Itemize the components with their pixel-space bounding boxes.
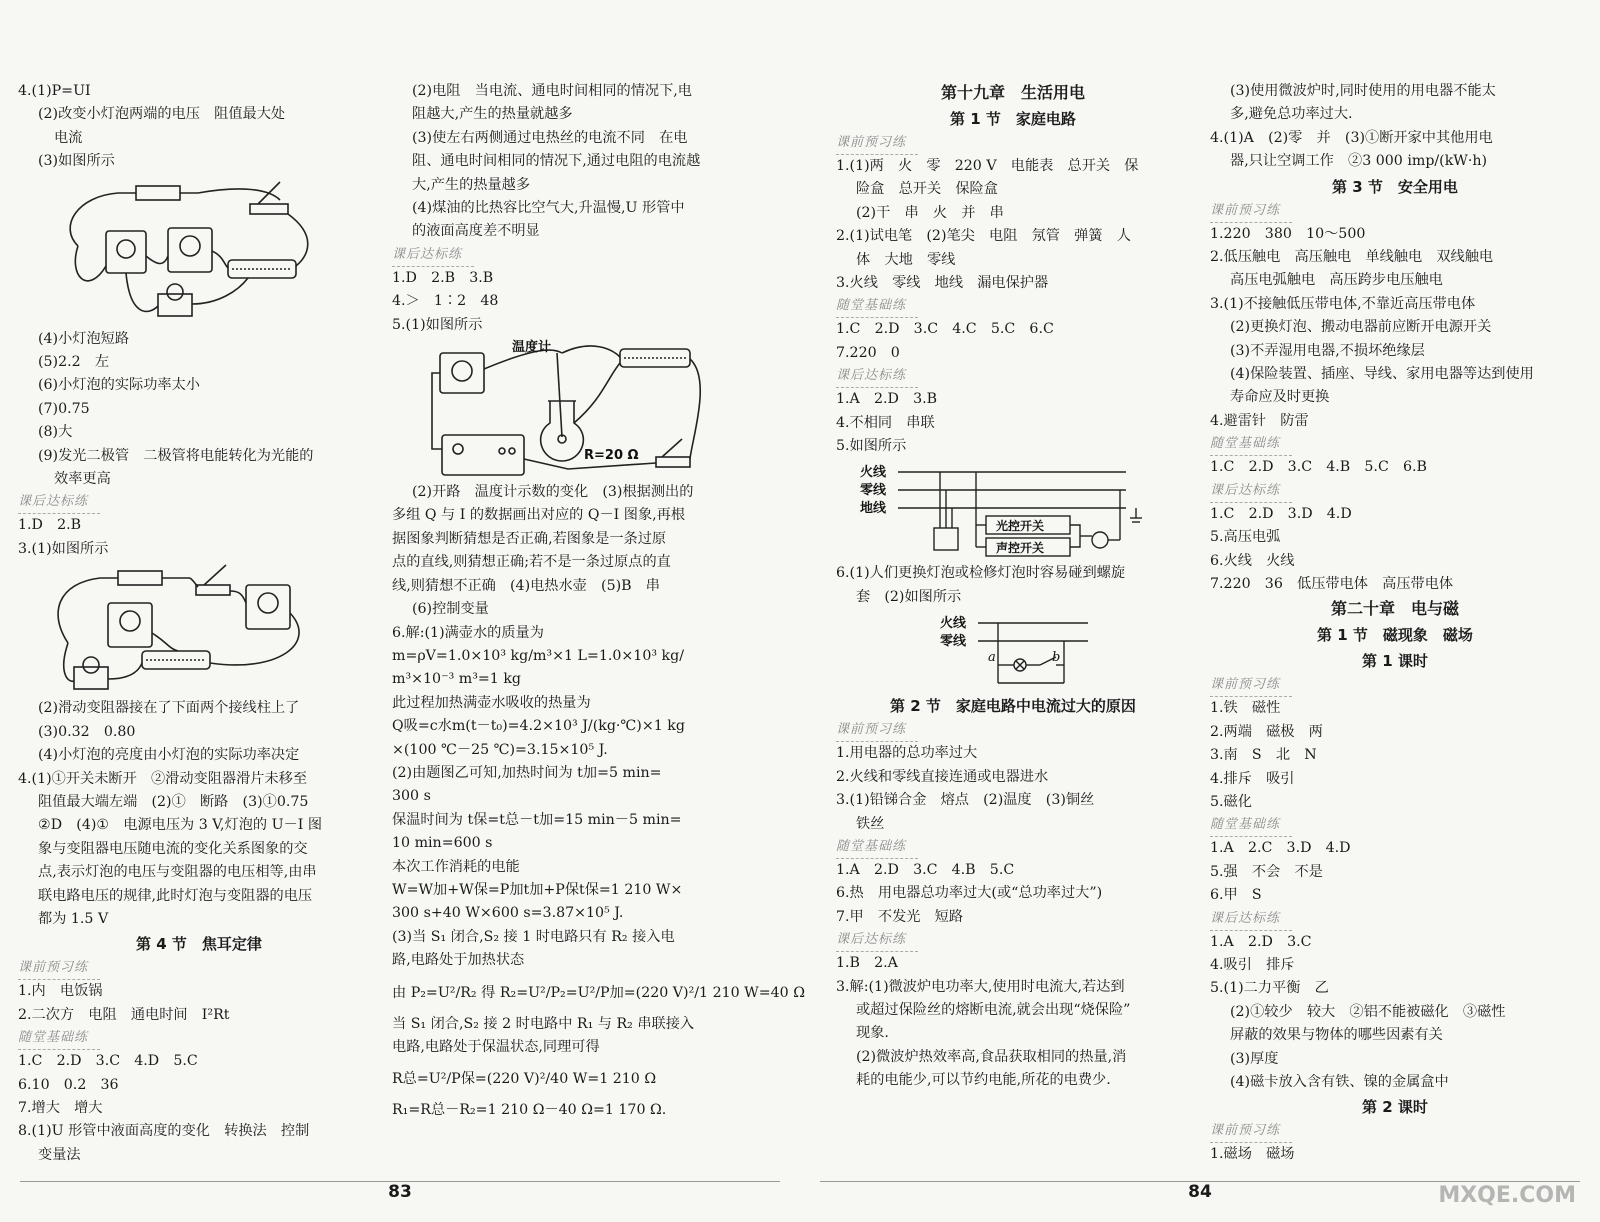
text-line: 3.(1)如图所示 xyxy=(18,540,109,557)
text-line: 4.不相同 串联 xyxy=(836,414,935,431)
text-line: 1.D 2.B xyxy=(18,517,82,534)
text-line: 都为 1.5 V xyxy=(38,910,109,927)
text-line: m=ρV=1.0×10³ kg/m³×1 L=1.0×10³ kg/ xyxy=(392,647,685,664)
text-line: 2.火线和零线直接连通或电器进水 xyxy=(836,768,1049,785)
page-number: 84 xyxy=(1188,1182,1212,1202)
ground-wire-label: 地线 xyxy=(860,501,887,517)
text-line: 保温时间为 t保=t总－t加=15 min－5 min= xyxy=(392,811,682,828)
text-line: 点的直线,则猜想正确;若不是一条过原点的直 xyxy=(392,554,671,571)
text-line: 1.A 2.D 3.C xyxy=(1210,933,1312,950)
text-line: (2)干 串 火 并 串 xyxy=(856,204,1004,221)
text-line: 5.高压电弧 xyxy=(1210,529,1281,546)
section-title: 第 1 节 家庭电路 xyxy=(950,110,1076,128)
section-label: 课前预习练 xyxy=(836,719,918,742)
section-title: 第 4 节 焦耳定律 xyxy=(136,935,262,954)
text-line: (3)使左右两侧通过电热丝的电流不同 在电 xyxy=(412,129,688,146)
section-title: 第 3 节 安全用电 xyxy=(1332,177,1458,196)
text-line: 1.A 2.D 3.B xyxy=(836,391,938,408)
text-line: 2.低压触电 高压触电 单线触电 双线触电 xyxy=(1210,249,1494,266)
text-line: 10 min=600 s xyxy=(392,835,493,852)
chapter-title: 第二十章 电与磁 xyxy=(1330,599,1459,619)
text-line: 4.＞ 1∶2 48 xyxy=(392,293,499,310)
text-line: 屏蔽的效果与物体的哪些因素有关 xyxy=(1230,1027,1443,1044)
text-line: 5.(1)二力平衡 乙 xyxy=(1210,980,1329,997)
text-line: (4)煤油的比热容比空气大,升温慢,U 形管中 xyxy=(412,200,685,217)
text-line: 2.两端 磁极 两 xyxy=(1210,723,1323,740)
text-line: 1.C 2.D 3.C 4.C 5.C 6.C xyxy=(836,321,1054,338)
text-line: 1.C 2.D 3.D 4.D xyxy=(1210,505,1352,522)
text-line: 1.铁 磁性 xyxy=(1210,700,1281,717)
text-line: 5.强 不会 不是 xyxy=(1210,863,1323,880)
text-line: 6.解:(1)满壶水的质量为 xyxy=(392,624,544,641)
section-label: 课后达标练 xyxy=(1210,908,1292,931)
point-a-label: a xyxy=(988,650,996,666)
text-line: 或超过保险丝的熔断电流,就会出现“烧保险” xyxy=(856,1001,1131,1018)
text-line: 4.(1)①开关未断开 ②滑动变阻器滑片未移至 xyxy=(18,770,308,787)
text-line: 寿命应及时更换 xyxy=(1230,389,1330,406)
left-column-1 xyxy=(18,80,380,1167)
text-line: 7.220 36 低压带电体 高压带电体 xyxy=(1210,575,1454,592)
text-line: R₁=R总－R₂=1 210 Ω－40 Ω=1 170 Ω. xyxy=(392,1102,667,1119)
text-line: 1.C 2.D 3.C 4.B 5.C 6.B xyxy=(1210,459,1427,476)
section-title: 第 2 节 家庭电路中电流过大的原因 xyxy=(890,697,1136,716)
text-line: (3)使用微波炉时,同时使用的用电器不能太 xyxy=(1230,83,1496,99)
section-label: 随堂基础练 xyxy=(1210,433,1292,456)
thermometer-label: 温度计 xyxy=(512,340,552,356)
text-line: 象与变阻器电压随电流的变化关系图象的交 xyxy=(38,840,308,857)
text-line: 300 s xyxy=(392,788,431,805)
text-line: 套 (2)如图所示 xyxy=(856,588,962,605)
text-line: 1.B 2.A xyxy=(836,955,898,972)
text-line: Q吸=c水m(t－t₀)=4.2×10³ J/(kg·℃)×1 kg xyxy=(392,718,685,735)
section-title: 第 1 节 磁现象 磁场 xyxy=(1317,626,1473,645)
section-label: 随堂基础练 xyxy=(836,836,918,859)
text-line: 1.磁场 磁场 xyxy=(1210,1146,1295,1163)
text-line: 1.220 380 10～500 xyxy=(1210,225,1366,242)
section-label: 课前预习练 xyxy=(1210,200,1292,223)
home-circuit-figure xyxy=(836,460,1156,560)
text-line: 3.南 S 北 N xyxy=(1210,747,1317,764)
text-line: 6.火线 火线 xyxy=(1210,552,1295,569)
text-line: (2)由题图乙可知,加热时间为 t加=5 min= xyxy=(392,764,662,781)
text-line: (4)磁卡放入含有铁、镍的金属盒中 xyxy=(1230,1074,1449,1090)
section-label: 课前预习练 xyxy=(1210,674,1292,697)
text-line: 阻、通电时间相同的情况下,通过电阻的电流越 xyxy=(412,153,701,170)
live-wire-label: 火线 xyxy=(860,465,887,481)
text-line: 效率更高 xyxy=(54,471,111,488)
chapter-title: 第十九章 生活用电 xyxy=(940,83,1085,102)
text-line: 变量法 xyxy=(38,1146,81,1163)
text-line: 体 大地 零线 xyxy=(856,251,956,268)
text-line: (2)滑动变阻器接在了下面两个接线柱上了 xyxy=(38,700,300,717)
page-number: 83 xyxy=(388,1182,412,1202)
section-label: 课后达标练 xyxy=(1210,480,1292,503)
text-line: 阻值最大端左端 (2)① 断路 (3)①0.75 xyxy=(38,793,309,810)
text-line: (3)如图所示 xyxy=(38,153,115,170)
sound-switch-label: 声控开关 xyxy=(996,541,1045,556)
text-line: 3.(1)不接触低压带电体,不靠近高压带电体 xyxy=(1210,295,1476,312)
section-label: 课后达标练 xyxy=(836,929,918,952)
text-line: 4.避雷针 防雷 xyxy=(1210,412,1309,429)
text-line: 2.二次方 电阻 通电时间 I²Rt xyxy=(18,1006,230,1023)
lamp-circuit-figure xyxy=(836,611,1156,691)
text-line: (3)0.32 0.80 xyxy=(38,723,136,740)
text-line: 高压电弧触电 高压跨步电压触电 xyxy=(1230,272,1443,289)
text-line: (4)小灯泡短路 xyxy=(38,330,130,347)
text-line: 1.C 2.D 3.C 4.D 5.C xyxy=(18,1053,198,1070)
live-wire-label: 火线 xyxy=(940,616,967,632)
section-label: 随堂基础练 xyxy=(1210,814,1292,837)
resistor-label: R=20 Ω xyxy=(584,448,639,464)
text-line: 6.热 用电器总功率过大(或“总功率过大”) xyxy=(836,885,1103,902)
text-line: ②D (4)① 电源电压为 3 V,灯泡的 U－I 图 xyxy=(38,817,323,834)
section-label: 课前预习练 xyxy=(1210,1120,1292,1143)
text-line: (9)发光二极管 二极管将电能转化为光能的 xyxy=(38,447,314,464)
section-label: 课后达标练 xyxy=(18,491,100,514)
text-line: 点,表示灯泡的电压与变阻器的电压相等,由串 xyxy=(38,864,317,881)
text-line: 6.甲 S xyxy=(1210,887,1262,904)
section-label: 课前预习练 xyxy=(18,957,100,980)
text-line: (3)厚度 xyxy=(1230,1050,1279,1067)
text-line: m³×10⁻³ m³=1 kg xyxy=(392,671,522,688)
text-line: 1.D 2.B 3.B xyxy=(392,269,494,286)
text-line: 1.A 2.D 3.C 4.B 5.C xyxy=(836,861,1015,878)
text-line: 2.(1)试电笔 (2)笔尖 电阻 氖管 弹簧 人 xyxy=(836,228,1131,245)
text-line: (3)不弄湿用电器,不损坏绝缘层 xyxy=(1230,342,1425,359)
text-line: 5.(1)如图所示 xyxy=(392,316,483,333)
text-line: (2)微波炉热效率高,食品获取相同的热量,消 xyxy=(856,1048,1127,1065)
text-line: (2)①较少 较大 ②铝不能被磁化 ③磁性 xyxy=(1230,1003,1506,1020)
text-line: 7.增大 增大 xyxy=(18,1099,103,1116)
page-84 xyxy=(800,0,1600,1222)
text-line: 现象. xyxy=(856,1025,889,1042)
text-line: 联电路电压的规律,此时灯泡与变阻器的电压 xyxy=(38,887,313,904)
text-line: (4)小灯泡的亮度由小灯泡的实际功率决定 xyxy=(38,747,300,764)
lesson-title: 第 1 课时 xyxy=(1362,652,1428,671)
text-line: 据图象判断猜想是否正确,若图象是一条过原 xyxy=(392,530,667,547)
text-line: 4.排斥 吸引 xyxy=(1210,770,1295,787)
text-line: 多组 Q 与 I 的数据画出对应的 Q－I 图象,再根 xyxy=(392,507,686,524)
text-line: 险盒 总开关 保险盒 xyxy=(856,181,998,198)
text-line: 器,只让空调工作 ②3 000 imp/(kW·h) xyxy=(1230,153,1488,170)
text-line: 1.(1)两 火 零 220 V 电能表 总开关 保 xyxy=(836,158,1139,174)
text-line: 8.(1)U 形管中液面高度的变化 转换法 控制 xyxy=(18,1123,310,1140)
text-line: (6)控制变量 xyxy=(412,601,489,618)
text-line: 多,避免总功率过大. xyxy=(1230,106,1353,123)
text-line: 6.10 0.2 36 xyxy=(18,1076,119,1093)
section-label: 随堂基础练 xyxy=(18,1027,100,1050)
section-label: 课前预习练 xyxy=(836,132,918,155)
text-line: 4.(1)P=UI xyxy=(18,83,91,99)
text-line: 7.220 0 xyxy=(836,344,900,361)
text-line: 1.用电器的总功率过大 xyxy=(836,745,978,762)
text-line: (2)电阻 当电流、通电时间相同的情况下,电 xyxy=(412,83,692,99)
text-line: 5.如图所示 xyxy=(836,438,907,455)
text-line: 大,产生的热量越多 xyxy=(412,176,531,193)
section-label: 随堂基础练 xyxy=(836,295,918,318)
left-column-2 xyxy=(392,80,805,1123)
text-line: 6.(1)人们更换灯泡或检修灯泡时容易碰到螺旋 xyxy=(836,565,1126,582)
formula-line: 由 P₂=U²/R₂ 得 R₂=U²/P₂=U²/P加=(220 V)²/1 210 W=40 Ω xyxy=(392,984,805,1001)
text-line: 5.磁化 xyxy=(1210,793,1252,810)
circuit-figure-2 xyxy=(18,563,358,695)
text-line: 300 s+40 W×600 s=3.87×10⁵ J. xyxy=(392,905,624,922)
text-line: 电路,电路处于保温状态,同理可得 xyxy=(392,1039,600,1055)
text-line: 阻越大,产生的热量就越多 xyxy=(412,106,573,123)
section-label: 课后达标练 xyxy=(836,365,918,388)
text-line: 3.(1)铅锑合金 熔点 (2)温度 (3)铜丝 xyxy=(836,792,1095,809)
text-line: 的液面高度差不明显 xyxy=(412,223,540,240)
text-line: 4.吸引 排斥 xyxy=(1210,956,1295,973)
text-line: 本次工作消耗的电能 xyxy=(392,858,520,875)
joule-experiment-figure xyxy=(392,339,732,479)
right-column-1 xyxy=(836,80,1190,1093)
text-line: (6)小灯泡的实际功率太小 xyxy=(38,377,200,394)
text-line: 3.解:(1)微波炉电功率大,使用时电流大,若达到 xyxy=(836,978,1125,995)
neutral-wire-label: 零线 xyxy=(940,634,967,650)
text-line: (2)开路 温度计示数的变化 (3)根据测出的 xyxy=(412,484,694,501)
text-line: 电流 xyxy=(54,129,83,146)
lesson-title: 第 2 课时 xyxy=(1362,1098,1428,1117)
text-line: (4)保险装置、插座、导线、家用电器等达到使用 xyxy=(1230,366,1534,383)
text-line: 4.(1)A (2)零 并 (3)①断开家中其他用电 xyxy=(1210,129,1493,146)
text-line: 1.内 电饭锅 xyxy=(18,983,103,1000)
text-line: ×(100 ℃－25 ℃)=3.15×10⁵ J. xyxy=(392,741,608,758)
text-line: (7)0.75 xyxy=(38,400,90,417)
text-line: (8)大 xyxy=(38,424,73,441)
text-line: (3)当 S₁ 闭合,S₂ 接 1 时电路只有 R₂ 接入电 xyxy=(392,928,675,945)
light-switch-label: 光控开关 xyxy=(996,519,1045,534)
point-b-label: b xyxy=(1052,650,1061,666)
text-line: (2)改变小灯泡两端的电压 阻值最大处 xyxy=(38,106,286,123)
watermark-text: MXQE.COM xyxy=(1438,1183,1576,1208)
neutral-wire-label: 零线 xyxy=(860,483,887,499)
text-line: W=W加+W保=P加t加+P保t保=1 210 W× xyxy=(392,881,683,898)
text-line: 线,则猜想不正确 (4)电热水壶 (5)B 串 xyxy=(392,577,660,594)
text-line: 3.火线 零线 地线 漏电保护器 xyxy=(836,275,1049,292)
text-line: (2)更换灯泡、搬动电器前应断开电源开关 xyxy=(1230,319,1492,336)
text-line: 路,电路处于加热状态 xyxy=(392,952,525,969)
section-label: 课后达标练 xyxy=(392,244,474,267)
text-line: 当 S₁ 闭合,S₂ 接 2 时电路中 R₁ 与 R₂ 串联接入 xyxy=(392,1015,695,1032)
text-line: 1.A 2.C 3.D 4.D xyxy=(1210,840,1351,857)
circuit-figure-1 xyxy=(18,176,348,326)
text-line: 此过程加热满壶水吸收的热量为 xyxy=(392,694,591,711)
formula-line: R总=U²/P保=(220 V)²/40 W=1 210 Ω xyxy=(392,1071,657,1088)
text-line: 7.甲 不发光 短路 xyxy=(836,908,964,925)
text-line: (5)2.2 左 xyxy=(38,354,110,371)
text-line: 铁丝 xyxy=(856,815,885,832)
text-line: 耗的电能少,可以节约电能,所花的电费少. xyxy=(856,1072,1111,1089)
right-column-2 xyxy=(1210,80,1580,1167)
